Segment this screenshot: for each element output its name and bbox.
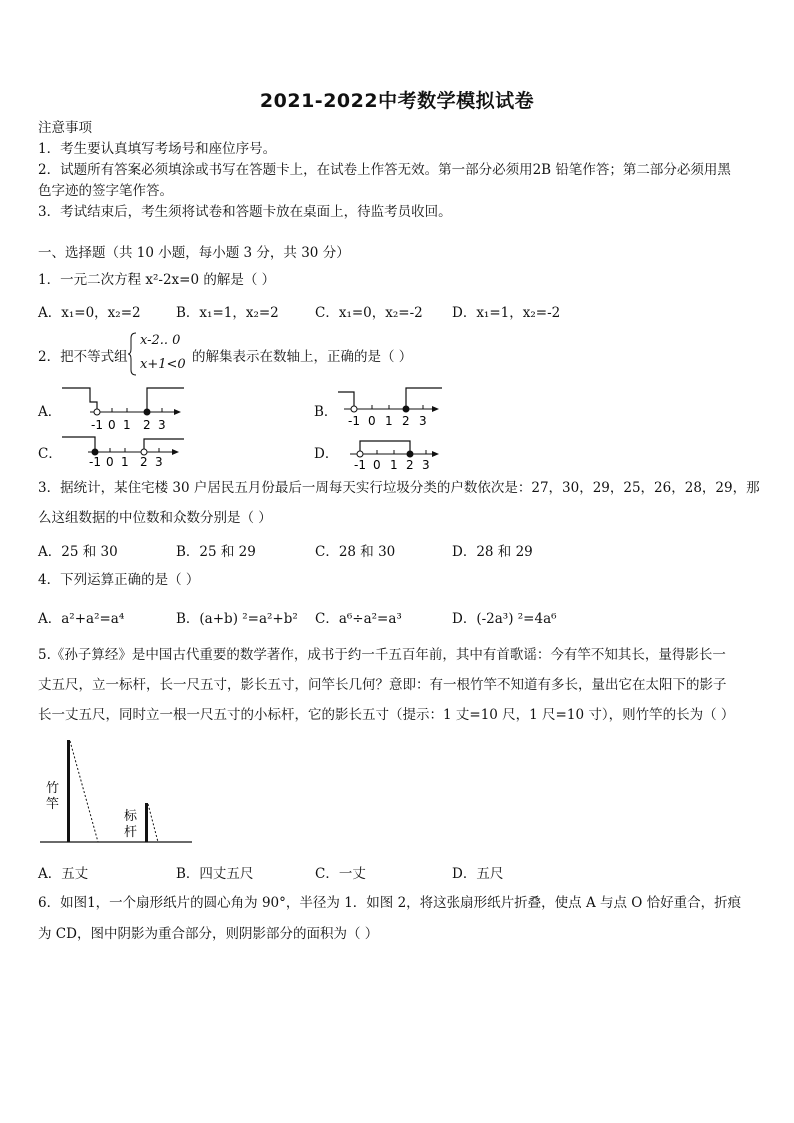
q2-stem-suffix: 的解集表示在数轴上，正确的是（ ） [192,349,413,365]
q3-option-a: A．25 和 30 [38,544,118,560]
q2-option-d-label: D． [314,446,339,462]
q2-stem-prefix: 2．把不等式组 [38,349,128,365]
q4-option-c: C．a⁶÷a²=a³ [315,611,402,627]
tick-label: 1 [390,458,398,472]
q1-option-a: A．x₁=0，x₂=2 [38,305,141,321]
notice-item-2: 2．试题所有答案必须填涂或书写在答题卡上，在试卷上作答无效。第一部分必须用2B 铅笔作答；第二部分必须用黑 [38,162,731,178]
q2-option-b-numberline [336,384,446,434]
section-heading: 一、选择题（共 10 小题，每小题 3 分，共 30 分） [38,245,350,261]
tick-label: 2 [402,414,410,428]
q6-stem-line2: 为 CD，图中阴影为重合部分，则阴影部分的面积为（ ） [38,926,379,942]
tick-label: -1 [348,414,360,428]
q4-option-b: B．(a+b) ²=a²+b² [176,611,298,627]
notice-item-1: 1．考生要认真填写考场号和座位序号。 [38,141,277,157]
notice-heading: 注意事项 [38,120,92,136]
q5-option-d: D．五尺 [452,866,504,882]
tick-label: 3 [419,414,427,428]
q2-brace-icon [128,332,138,376]
page-title: 2021-2022中考数学模拟试卷 [259,90,535,112]
q5-option-a: A．五丈 [38,866,89,882]
q5-option-b: B．四丈五尺 [176,866,254,882]
q2-option-a-numberline [60,384,185,434]
figure-label-small-pole: 标 [124,809,138,824]
tick-label: 3 [422,458,430,472]
q2-option-c-numberline [60,432,185,472]
q4-option-d: D．(-2a³) ²=4a⁶ [452,611,557,627]
q4-option-a: A．a²+a²=a⁴ [38,611,125,627]
q2-inequality-1: x-2.. 0 [140,333,181,348]
q1-option-d: D．x₁=1，x₂=-2 [452,305,561,321]
q3-stem-line1: 3．据统计，某住宅楼 30 户居民五月份最后一周每天实行垃圾分类的户数依次是：27，30，29，25，26，28，29，那 [38,480,760,496]
q1-option-b: B．x₁=1，x₂=2 [176,305,279,321]
q2-inequality-2: x+1<0 [140,357,186,372]
tick-label: 0 [368,414,376,428]
tick-label: 0 [108,418,116,432]
q3-option-c: C．28 和 30 [315,544,396,560]
q5-stem-line1: 5.《孙子算经》是中国古代重要的数学著作，成书于约一千五百年前，其中有首歌谣：今有竿不知其长，量得影长一 [38,647,726,663]
tick-label: 3 [158,418,166,432]
tick-label: 1 [121,455,129,469]
q3-option-d: D．28 和 29 [452,544,533,560]
q4-stem: 4．下列运算正确的是（ ） [38,572,200,588]
tick-label: 0 [373,458,381,472]
q3-option-b: B．25 和 29 [176,544,256,560]
tick-label: 3 [155,455,163,469]
figure-label-big-pole: 竹 [46,781,60,796]
q3-stem-line2: 么这组数据的中位数和众数分别是（ ） [38,510,272,526]
notice-item-3: 3．考试结束后，考生须将试卷和答题卡放在桌面上，待监考员收回。 [38,204,452,220]
q5-option-c: C．一丈 [315,866,366,882]
figure-label-big-pole: 竿 [46,797,60,812]
figure-label-small-pole: 杆 [124,825,138,840]
q2-option-b-label: B． [314,404,338,420]
q5-stem-line3: 长一丈五尺，同时立一根一尺五寸的小标杆，它的影长五寸（提示：1 丈=10 尺，1 尺=10 寸），则竹竿的长为（ ） [38,707,735,723]
tick-label: 2 [140,455,148,469]
q2-option-a-label: A． [38,404,62,420]
tick-label: 1 [123,418,131,432]
q5-figure [36,736,196,848]
tick-label: -1 [91,418,103,432]
tick-label: 1 [385,414,393,428]
q2-option-d-numberline [340,436,445,472]
tick-label: 0 [106,455,114,469]
q2-option-c-label: C． [38,446,62,462]
tick-label: 2 [406,458,414,472]
tick-label: 2 [143,418,151,432]
q1-stem: 1．一元二次方程 x²-2x=0 的解是（ ） [38,272,276,288]
q5-stem-line2: 丈五尺，立一标杆，长一尺五寸，影长五寸，问竿长几何？意即：有一根竹竿不知道有多长，量出它在太阳下的影子 [38,677,727,693]
notice-item-2-cont: 色字迹的签字笔作答。 [38,183,173,199]
tick-label: -1 [354,458,366,472]
tick-label: -1 [89,455,101,469]
q6-stem-line1: 6．如图1，一个扇形纸片的圆心角为 90°，半径为 1．如图 2，将这张扇形纸片折叠，使点 A 与点 O 恰好重合，折痕 [38,895,742,911]
q1-option-c: C．x₁=0，x₂=-2 [315,305,423,321]
